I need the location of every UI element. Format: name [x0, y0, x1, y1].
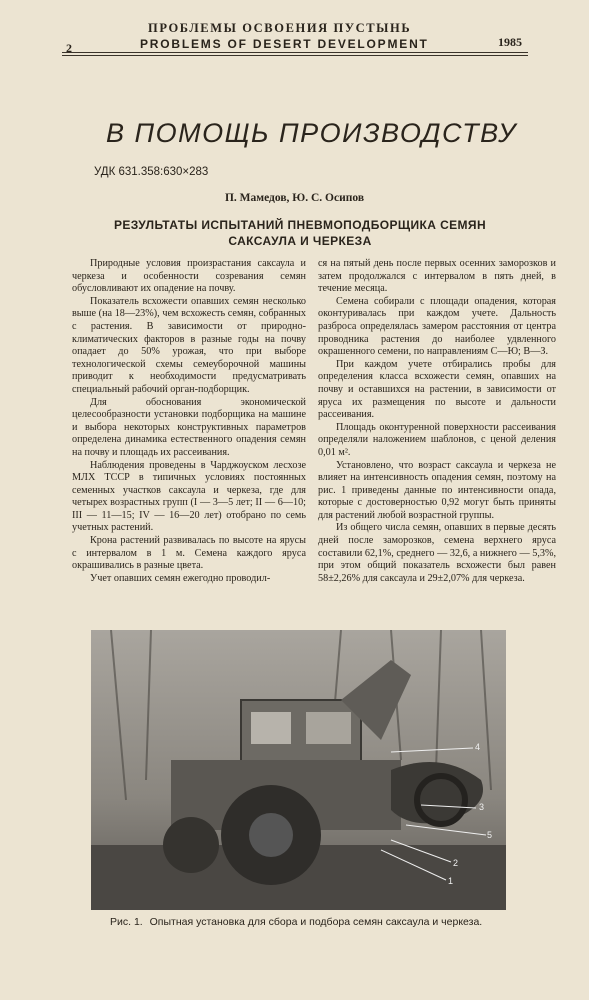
- caption-text: Опытная установка для сбора и подбора семян саксаула и черкеза.: [149, 916, 483, 928]
- right-paragraph: Установлено, что возраст саксаула и черкеза не влияет на интенсивность опадения семян, поэтому на рис. 1 приведены данные по интенсивности опада, которые с достоверностью 0,92 могут быть приняты для растений любой возрастной группы.: [318, 459, 556, 521]
- header-rule-bottom: [62, 55, 528, 56]
- right-paragraph: ся на пятый день после первых осенних заморозков и затем продолжался с интервалом в пять дней, в течение месяца.: [318, 258, 556, 295]
- running-header: [0, 0, 589, 60]
- figure-caption: [110, 916, 510, 929]
- photo-label-3: 3: [479, 802, 485, 812]
- udk-code: УДК 631.358:630×283: [94, 166, 209, 178]
- journal-title-ru: ПРОБЛЕМЫ ОСВОЕНИЯ ПУСТЫНЬ: [148, 21, 412, 35]
- journal-year: 1985: [498, 35, 522, 49]
- left-paragraph: Наблюдения проведены в Чарджоуском лесхозе МЛХ ТССР в типичных условиях постоянных семенных участков саксаула и черкеза, где для четырех возрастных групп (I — 3—5 лет; II — 6—10; III — 11—15; IV — 16—20 лет) отобрано по семь учетных растений.: [72, 459, 306, 534]
- tractor-photo-illustration: [91, 630, 506, 910]
- left-paragraph: Для обоснования экономической целесообразности установки подборщика на машине и выбора некоторых конструктивных параметров определена динамика естественного опадения семян на почву и площадь их рассеивания.: [72, 396, 306, 458]
- photo-label-2: 2: [453, 858, 459, 868]
- right-paragraph: Из общего числа семян, опавших в первые десять дней после заморозков, семена верхнего яруса составили 62,1%, среднего — 32,6, а нижнего — 5,3%, при этом общий показатель всхожести был равен 58±2,26% для саксаула и 29±2,07% для черкеза.: [318, 522, 556, 584]
- left-paragraph: Учет опавших семян ежегодно проводил-: [90, 572, 271, 584]
- photo-label-1: 1: [448, 876, 454, 886]
- header-rule-top: [62, 52, 528, 53]
- article-title-line1: РЕЗУЛЬТАТЫ ИСПЫТАНИЙ ПНЕВМОПОДБОРЩИКА СЕМЯН: [113, 218, 487, 232]
- article-authors: П. Мамедов, Ю. С. Осипов: [224, 192, 365, 204]
- left-paragraph: Природные условия произрастания саксаула и черкеза и особенности созревания семян обусловливают их опадение на почву.: [72, 258, 306, 295]
- right-paragraph: Площадь оконтуренной поверхности рассеивания определяли наложением шаблонов, с ценой деления 0,01 м².: [318, 421, 556, 458]
- journal-title-en: PROBLEMS OF DESERT DEVELOPMENT: [140, 37, 429, 51]
- right-paragraph: Семена собирали с площади опадения, которая оконтуривалась при каждом учете. Дальность разброса определялась замером расстояния от центра проводника растения до наиболее удвленного окрашенного семени, по направлениям С—Ю; В—З.: [318, 295, 556, 358]
- right-paragraph: При каждом учете отбирались пробы для определения класса всхожести семян, опавших на почву и оставшихся на растении, в зависимости от яруса их размещения по высоте и дальности рассеивания.: [318, 358, 556, 421]
- figure-photo: [91, 630, 506, 910]
- right-column: [318, 258, 556, 585]
- page-number: 2: [66, 41, 72, 55]
- photo-label-5: 5: [487, 830, 493, 840]
- photo-label-4: 4: [475, 742, 481, 752]
- section-title: В ПОМОЩЬ ПРОИЗВОДСТВУ: [106, 118, 517, 148]
- article-title: [80, 217, 520, 249]
- left-paragraph: Крона растений развивалась по высоте на ярусы с интервалом в 1 м. Семена каждого яруса окрашивались в разные цвета.: [72, 535, 306, 572]
- left-column: [72, 258, 306, 585]
- article-title-line2: САКСАУЛА И ЧЕРКЕЗА: [228, 234, 372, 248]
- caption-lead: Рис. 1.: [110, 916, 143, 928]
- left-paragraph: Показатель всхожести опавших семян несколько выше (на 18—23%), чем всхожесть семян, собранных с растения. В зависимости от природно-климатических факторов в разные годы на почву опадает до 50% урожая, что при выборе технологической схемы семеуборочной машины приводит к необходимости предусматривать специальный рабочий орган-подборщик.: [72, 295, 306, 395]
